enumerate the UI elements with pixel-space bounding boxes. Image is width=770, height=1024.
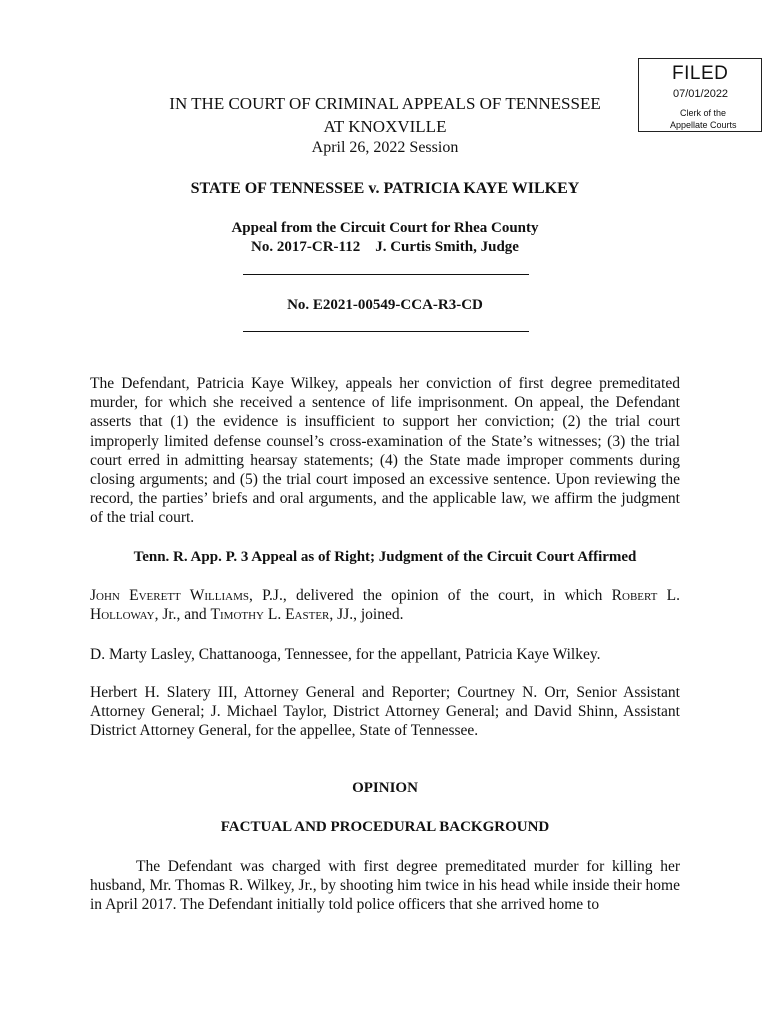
facts-heading: FACTUAL AND PROCEDURAL BACKGROUND xyxy=(220,819,550,835)
court-name: IN THE COURT OF CRIMINAL APPEALS OF TENNESSEE xyxy=(169,94,601,113)
panel-judge-2-suffix: , Jr., and xyxy=(154,606,211,624)
session-date: April 26, 2022 Session xyxy=(311,139,459,156)
panel-judge-3: Timothy L. Easter xyxy=(210,606,330,624)
filed-stamp-clerk-line2: Appellate Courts xyxy=(670,120,737,130)
case-number-judge: No. 2017-CR-112 J. Curtis Smith, Judge xyxy=(251,239,519,255)
appeal-from: Appeal from the Circuit Court for Rhea County xyxy=(231,220,539,236)
case-caption: STATE OF TENNESSEE v. PATRICIA KAYE WILKEY xyxy=(190,180,580,197)
panel-statement xyxy=(90,586,680,624)
appellee-counsel: Herbert H. Slatery III, Attorney General and Reporter; Courtney N. Orr, Senior Assistant Attorney General; J. Michael Taylor, District Attorney General; and David Shinn, Assistant District Attorney General, for the appellee, State of Tennessee. xyxy=(90,684,680,740)
body-paragraph: The Defendant was charged with first degree premeditated murder for killing her husband, Mr. Thomas R. Wilkey, Jr., by shooting him twice in his head while inside their home in April 2017. The Defendant initially told police officers that she arrived home to xyxy=(90,858,680,914)
divider-top xyxy=(243,274,529,275)
opinion-heading: OPINION xyxy=(352,780,418,796)
filed-stamp-clerk-line1: Clerk of the xyxy=(680,108,727,118)
disposition: Tenn. R. App. P. 3 Appeal as of Right; Judgment of the Circuit Court Affirmed xyxy=(133,549,637,565)
author-judge: John Everett Williams xyxy=(90,587,249,604)
panel-judge-2: Robert L. Holloway xyxy=(90,587,681,624)
filed-stamp-title: FILED xyxy=(672,63,729,84)
docket-number: No. E2021-00549-CCA-R3-CD xyxy=(287,297,483,313)
court-location: AT KNOXVILLE xyxy=(323,117,447,136)
filed-stamp-date: 07/01/2022 xyxy=(673,88,729,100)
divider-bottom xyxy=(243,331,529,332)
case-summary: The Defendant, Patricia Kaye Wilkey, appeals her conviction of first degree premeditated murder, for which she received a sentence of life imprisonment. On appeal, the Defendant asserts that (1) the evidence is insufficient to support her conviction; (2) the trial court improperly limited defense counsel’s cross-examination of the State’s witnesses; (3) the trial court erred in admitting hearsay statements; (4) the State made improper comments during closing arguments; and (5) the trial court imposed an excessive sentence. Upon reviewing the record, the parties’ briefs and oral arguments, and the applicable law, we affirm the judgment of the trial court. xyxy=(90,375,680,527)
panel-judge-3-suffix: , JJ., joined. xyxy=(329,606,404,624)
appellant-counsel: D. Marty Lasley, Chattanooga, Tennessee, for the appellant, Patricia Kaye Wilkey. xyxy=(90,646,601,663)
author-title: , P.J., delivered the opinion of the court, in which xyxy=(249,587,612,604)
